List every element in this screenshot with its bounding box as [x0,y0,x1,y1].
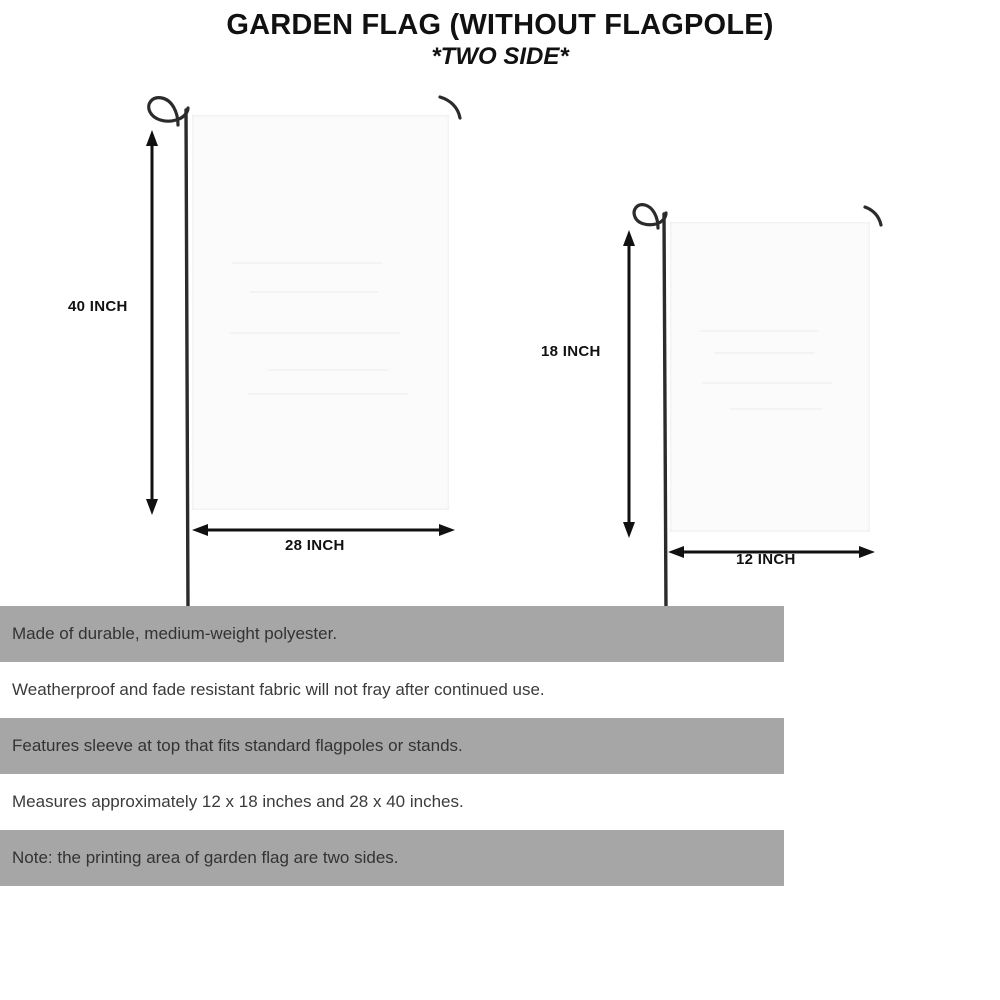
list-item [0,774,784,830]
small-stand-pole-icon [664,214,666,612]
small-flag-fold [730,408,822,410]
large-stand-pole-icon [186,110,188,612]
large-flag-height-label: 40 INCH [68,298,128,315]
title-secondary: *TWO SIDE* [431,43,569,70]
large-width-arrow-head-left [192,524,208,536]
specification-list [0,606,784,886]
list-item [0,606,784,662]
large-stand-arm-icon [440,97,460,118]
large-height-arrow-head-top [146,130,158,146]
small-flag-height-label: 18 INCH [541,343,601,360]
list-item [0,718,784,774]
spec-text: Note: the printing area of garden flag are two sides. [12,848,399,867]
small-stand-hook-icon [634,205,666,228]
large-width-arrow-head-right [439,524,455,536]
list-item [0,830,784,886]
small-flag-width-label: 12 INCH [736,551,796,568]
small-height-arrow-head-top [623,230,635,246]
small-width-arrow-head-left [668,546,684,558]
large-flag-width-label: 28 INCH [285,537,345,554]
large-height-arrow-head-bottom [146,499,158,515]
spec-text: Features sleeve at top that fits standard flagpoles or stands. [12,736,463,755]
small-flag-fabric [670,222,870,532]
title-primary: GARDEN FLAG (WITHOUT FLAGPOLE) [226,9,774,41]
spec-text: Measures approximately 12 x 18 inches and 28 x 40 inches. [12,792,464,811]
small-height-arrow-head-bottom [623,522,635,538]
small-flag-fold [700,330,818,332]
large-stand-hook-icon [149,98,188,125]
small-width-arrow-head-right [859,546,875,558]
small-flag-fold [702,382,832,384]
small-flag-fold [715,352,815,354]
list-item [0,662,784,718]
spec-text: Weatherproof and fade resistant fabric will not fray after continued use. [12,680,545,699]
spec-text: Made of durable, medium-weight polyester. [12,624,338,643]
